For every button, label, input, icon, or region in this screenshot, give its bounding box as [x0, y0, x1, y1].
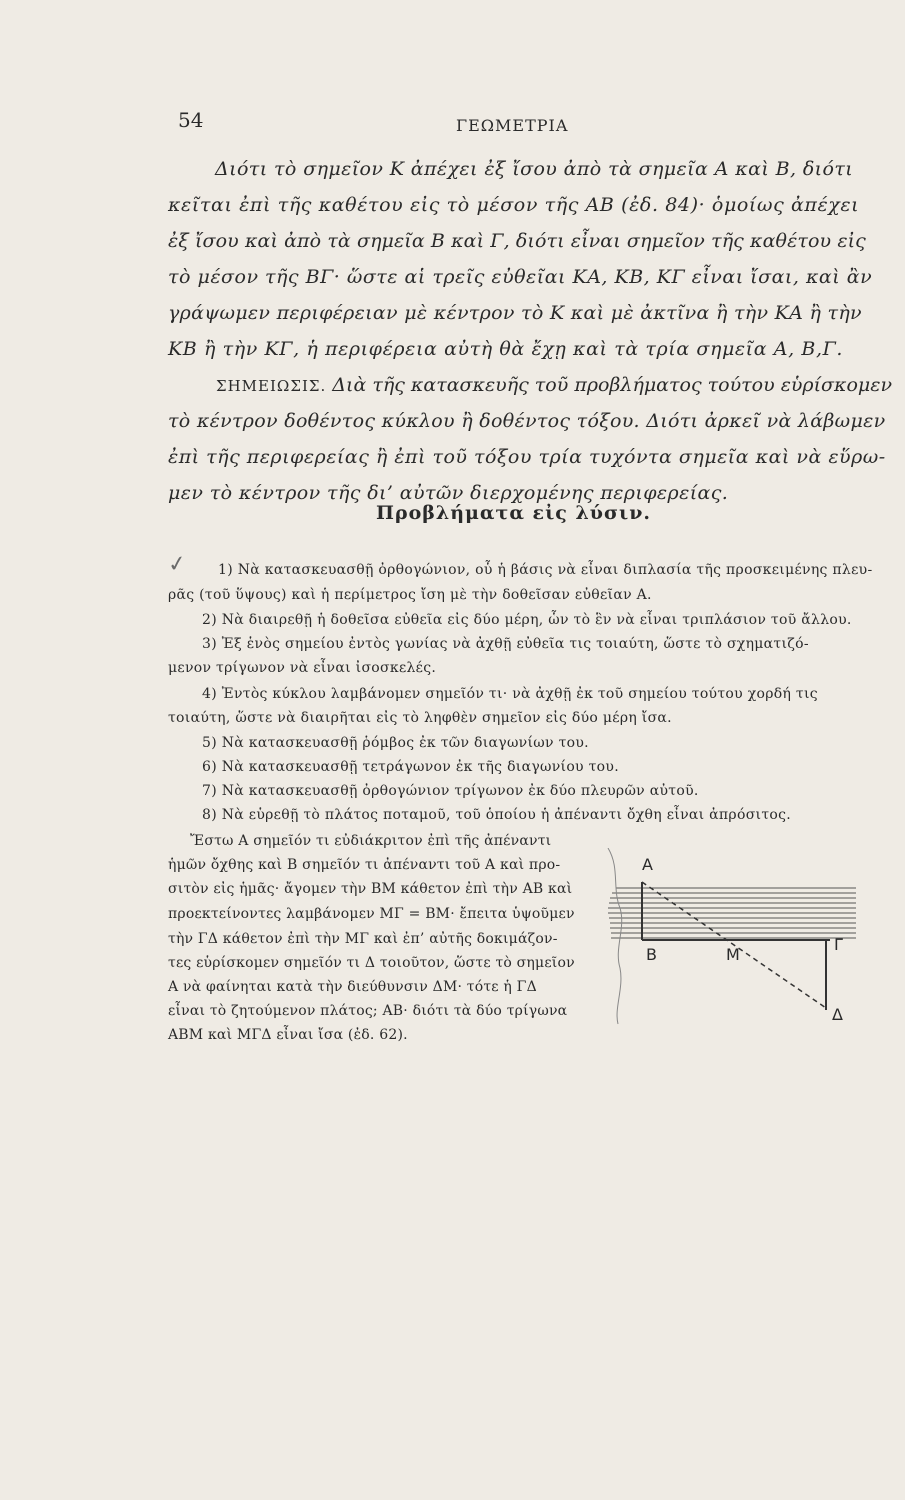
river-width-figure [606, 848, 876, 1028]
point-B-label: Β [646, 945, 657, 964]
point-G-label: Γ [834, 935, 843, 954]
solution-line: προεκτείνοντες λαμβάνομεν ΜΓ = ΒΜ· ἔπειτα ὑψοῦμεν [168, 906, 575, 922]
body-line: μεν τὸ κέντρον τῆς δι’ αὐτῶν διερχομένης περιφερείας. [168, 482, 729, 504]
page-number: 54 [178, 108, 204, 132]
body-line: τὸ κέντρον δοθέντος κύκλου ἢ δοθέντος τόξου. Διότι ἀρκεῖ νὰ λάβωμεν [168, 410, 886, 432]
body-line: ἐπὶ τῆς περιφερείας ἢ ἐπὶ τοῦ τόξου τρία τυχόντα σημεῖα καὶ νὰ εὕρω- [168, 446, 886, 468]
river-hatching [608, 888, 856, 938]
bank-curve [608, 848, 622, 1024]
solution-line: τες εὑρίσκομεν σημεῖόν τι Δ τοιοῦτον, ὥστε τὸ σημεῖον [168, 955, 575, 971]
solution-line: ἡμῶν ὄχθης καὶ Β σημεῖόν τι ἀπέναντι τοῦ Α καὶ προ- [168, 857, 561, 873]
exercise-line: 7) Νὰ κατασκευασθῇ ὀρθογώνιον τρίγωνον ἐκ δύο πλευρῶν αὐτοῦ. [202, 783, 699, 799]
point-D-label: Δ [832, 1005, 843, 1024]
solution-line: τὴν ΓΔ κάθετον ἐπὶ τὴν ΜΓ καὶ ἐπ’ αὐτῆς δοκιμάζον- [168, 931, 558, 947]
solution-line: Α νὰ φαίνηται κατὰ τὴν διεύθυνσιν ΔΜ· τότε ἡ ΓΔ [168, 979, 537, 995]
exercise-line: ρᾶς (τοῦ ὕψους) καὶ ἡ περίμετρος ἴση μὲ τὴν δοθεῖσαν εὐθεῖαν Α. [168, 587, 652, 603]
exercise-line: 6) Νὰ κατασκευασθῇ τετράγωνον ἐκ τῆς διαγωνίου του. [202, 759, 619, 775]
solution-line: εἶναι τὸ ζητούμενον πλάτος; ΑΒ· διότι τὰ δύο τρίγωνα [168, 1003, 568, 1019]
exercise-line: μενον τρίγωνον νὰ εἶναι ἰσοσκελές. [168, 660, 437, 676]
check-mark-icon: ✓ [166, 550, 189, 579]
note-text: Διὰ τῆς κατασκευῆς τοῦ προβλήματος τούτου εὑρίσκομεν [326, 374, 893, 396]
exercise-line: 8) Νὰ εὑρεθῇ τὸ πλάτος ποταμοῦ, τοῦ ὁποίου ἡ ἀπέναντι ὄχθη εἶναι ἀπρόσιτος. [202, 807, 792, 823]
body-line: Διότι τὸ σημεῖον Κ ἀπέχει ἐξ ἴσου ἀπὸ τὰ σημεῖα Α καὶ Β, διότι [215, 158, 854, 180]
solution-line: Ἔστω Α σημεῖόν τι εὐδιάκριτον ἐπὶ τῆς ἀπέναντι [190, 833, 552, 849]
body-line: ἐξ ἴσου καὶ ἀπὸ τὰ σημεῖα Β καὶ Γ, διότι εἶναι σημεῖον τῆς καθέτου εἰς [168, 230, 866, 252]
point-A-label: Α [642, 855, 653, 874]
solution-line: σιτὸν εἰς ἡμᾶς· ἄγομεν τὴν ΒΜ κάθετον ἐπὶ τὴν ΑΒ καὶ [168, 881, 573, 897]
note-label: ΣΗΜΕΙΩΣΙΣ. [216, 377, 327, 395]
running-head: ΓΕΩΜΕΤΡΙΑ [456, 116, 569, 135]
solution-line: ΑΒΜ καὶ ΜΓΔ εἶναι ἴσα (ἐδ. 62). [168, 1027, 408, 1043]
problems-heading: Προβλήματα εἰς λύσιν. [376, 502, 651, 524]
note-line [216, 374, 892, 396]
body-line: ΚΒ ἢ τὴν ΚΓ, ἡ περιφέρεια αὐτὴ θὰ ἔχῃ καὶ τὰ τρία σημεῖα Α, Β,Γ. [168, 338, 844, 360]
body-line: κεῖται ἐπὶ τῆς καθέτου εἰς τὸ μέσον τῆς ΑΒ (ἐδ. 84)· ὁμοίως ἀπέχει [168, 194, 860, 216]
body-line: τὸ μέσον τῆς ΒΓ· ὥστε αἱ τρεῖς εὐθεῖαι ΚΑ, ΚΒ, ΚΓ εἶναι ἴσαι, καὶ ἂν [168, 266, 873, 288]
exercise-line: 2) Νὰ διαιρεθῇ ἡ δοθεῖσα εὐθεῖα εἰς δύο μέρη, ὧν τὸ ἓν νὰ εἶναι τριπλάσιον τοῦ ἄλλου. [202, 612, 852, 628]
body-line: γράψωμεν περιφέρειαν μὲ κέντρον τὸ Κ καὶ μὲ ἀκτῖνα ἢ τὴν ΚΑ ἢ τὴν [168, 302, 862, 324]
point-M-label: Μ [726, 945, 740, 964]
exercise-line: τοιαύτη, ὥστε νὰ διαιρῆται εἰς τὸ ληφθὲν σημεῖον εἰς δύο μέρη ἴσα. [168, 710, 672, 726]
exercise-line: 5) Νὰ κατασκευασθῇ ῥόμβος ἐκ τῶν διαγωνίων του. [202, 735, 589, 751]
exercise-line: 4) Ἐντὸς κύκλου λαμβάνομεν σημεῖόν τι· νὰ ἀχθῇ ἐκ τοῦ σημείου τούτου χορδή τις [202, 686, 818, 702]
exercise-line: 1) Νὰ κατασκευασθῇ ὀρθογώνιον, οὗ ἡ βάσις νὰ εἶναι διπλασία τῆς προσκειμένης πλευ- [218, 562, 873, 578]
exercise-line: 3) Ἐξ ἑνὸς σημείου ἐντὸς γωνίας νὰ ἀχθῇ εὐθεῖα τις τοιαύτη, ὥστε τὸ σχηματιζό- [202, 636, 809, 652]
